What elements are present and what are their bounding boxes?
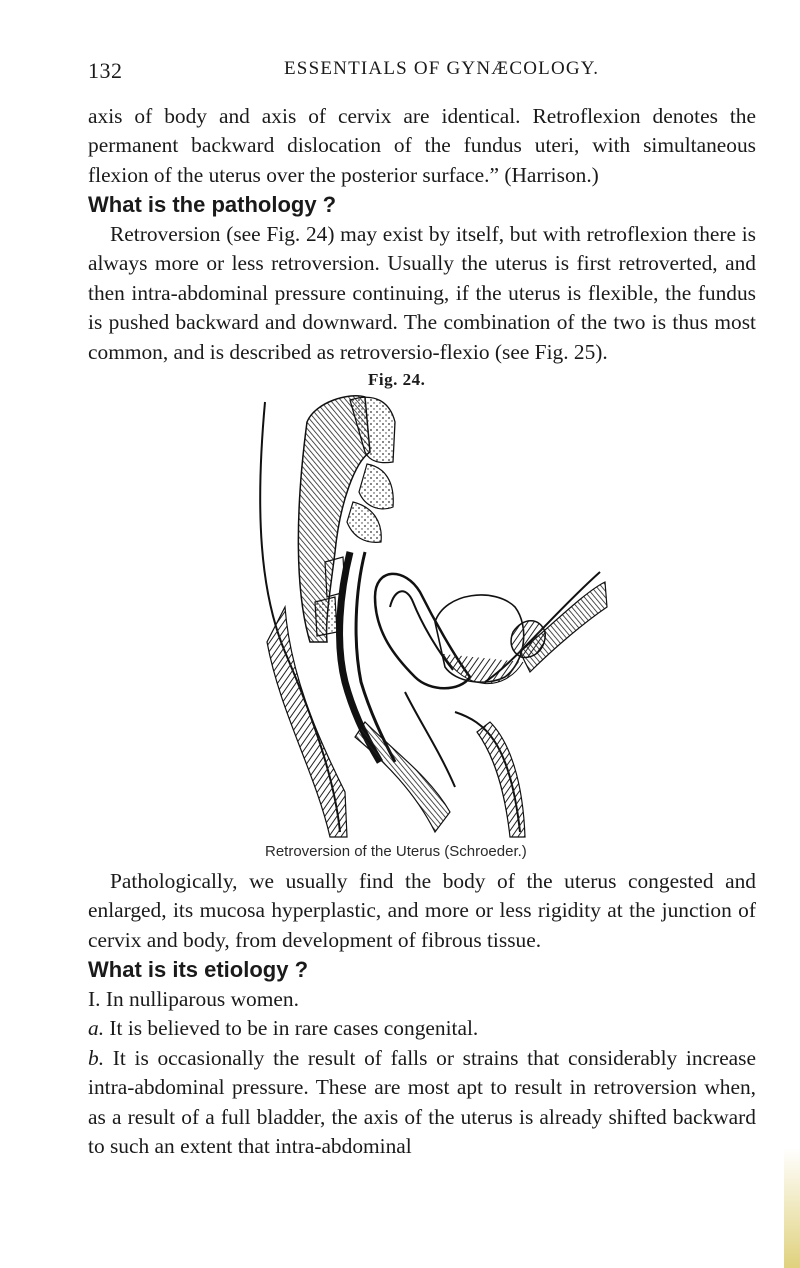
etiology-item-text: It is believed to be in rare cases congenital.	[109, 1016, 479, 1041]
etiology-item-marker: I.	[88, 987, 101, 1011]
etiology-item-text: In nulliparous women.	[105, 987, 299, 1011]
etiology-section	[88, 955, 756, 1161]
page-edge-stain	[784, 1148, 800, 1268]
figure-caption: Retroversion of the Uterus (Schroeder.)	[265, 843, 527, 860]
pathology-answer: Retroversion (see Fig. 24) may exist by itself, but with retroflexion there is always more or less retroversion. Usually the uterus is first retroverted, and then intra-abdominal pressure continuing, if the uterus is flexible, the fundus is pushed backward and downward. The combination of the two is thus most common, and is described as retroversio-flexio (see Fig. 25).	[88, 222, 756, 364]
intro-paragraph: axis of body and axis of cervix are identical. Retroflexion denotes the permanent backward dislocation of the fundus uteri, with simultaneous flexion of the uterus over the posterior surface.” (Harrison.)	[88, 104, 756, 187]
etiology-question: What is its etiology ?	[88, 957, 309, 982]
etiology-item	[88, 985, 756, 1014]
figure-label: Fig. 24.	[368, 370, 426, 389]
running-head	[88, 58, 748, 88]
pathology-detail-paragraph: Pathologically, we usually find the body of the uterus congested and enlarged, its mucosa hyperplastic, and more or less rigidity at the junction of cervix and body, from development of fibrous tissue.	[88, 869, 756, 952]
running-title: ESSENTIALS OF GYNÆCOLOGY.	[284, 58, 600, 79]
etiology-item	[88, 1044, 756, 1162]
page-number: 132	[88, 58, 123, 83]
pathology-section	[88, 190, 756, 367]
pathology-detail-block	[88, 867, 756, 955]
etiology-item	[88, 1014, 756, 1043]
uterus-retroversion-illustration	[255, 392, 610, 842]
pathology-question: What is the pathology ?	[88, 192, 337, 217]
etiology-item-marker: b.	[88, 1045, 105, 1070]
intro-paragraph-block	[88, 102, 756, 190]
etiology-item-marker: a.	[88, 1016, 105, 1041]
etiology-item-text: It is occasionally the result of falls or strains that considerably increase intra-abdominal pressure. These are most apt to result in retroversion when, as a result of a full bladder, the axis of the uterus is already shifted backward to such an extent that intra-abdominal	[88, 1045, 756, 1159]
